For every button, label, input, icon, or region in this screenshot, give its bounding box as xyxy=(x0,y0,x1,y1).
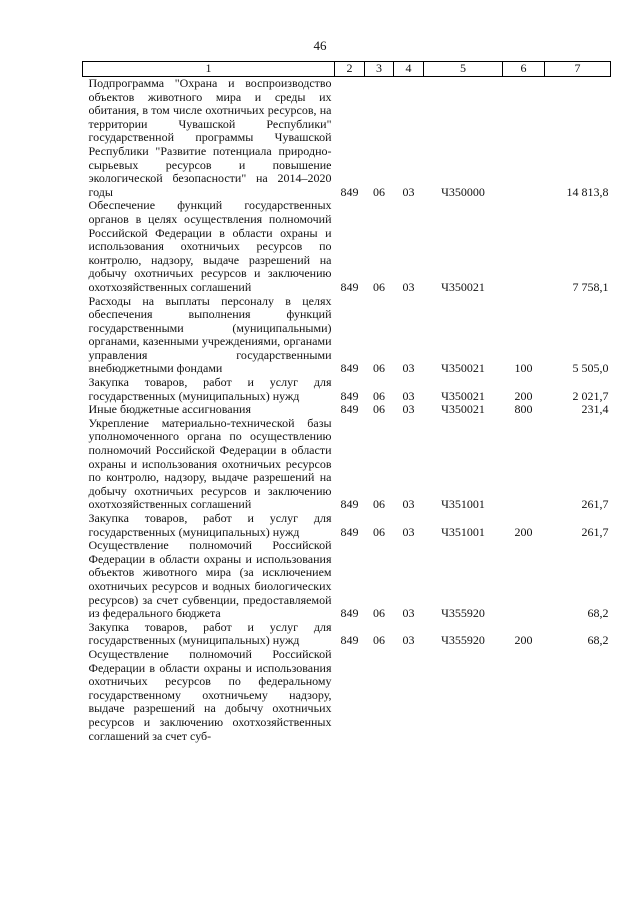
row-description: Расходы на выплаты персоналу в целях обеспечения выполнения функций государственными (муниципальными) органами, казенными учреждениями, органами управления государственными внебюджетными фондами xyxy=(88,293,332,376)
cell-expense-type: 800 xyxy=(514,402,533,417)
cell-amount: 68,2 xyxy=(587,606,609,621)
cell-amount: 261,7 xyxy=(581,524,609,539)
table-row xyxy=(83,376,611,403)
column-header: 1 xyxy=(83,62,335,77)
budget-table xyxy=(82,61,611,743)
cell-expense-type xyxy=(503,417,545,512)
table-row xyxy=(83,295,611,377)
cell-amount: 7 758,1 xyxy=(572,279,609,294)
cell-target-article: Ч350021 xyxy=(441,361,485,376)
cell-ministry: 849 xyxy=(340,606,359,621)
cell-ministry: 849 xyxy=(340,524,359,539)
cell-amount: 5 505,0 xyxy=(572,361,609,376)
cell-expense-type: 200 xyxy=(514,388,533,403)
cell-expense-type xyxy=(503,77,545,200)
cell-amount: 231,4 xyxy=(581,402,609,417)
cell-ministry: 849 xyxy=(340,361,359,376)
column-header: 4 xyxy=(394,62,424,77)
cell-subsection xyxy=(394,648,424,743)
cell-section: 06 xyxy=(373,633,385,648)
table-row xyxy=(83,403,611,417)
column-header: 7 xyxy=(545,62,611,77)
row-description: Осуществление полномочий Российской Федерации в области охраны и использования охотничьих ресурсов по федеральному государственному охотничьему надзору, выдаче разрешений на добычу охотничьих ресурсов и заключению охотхозяйственных соглашений за счет суб- xyxy=(88,646,332,743)
cell-subsection: 03 xyxy=(402,184,415,199)
cell-subsection: 03 xyxy=(402,524,415,539)
cell-section: 06 xyxy=(373,606,385,621)
cell-subsection: 03 xyxy=(402,279,415,294)
table-row xyxy=(83,648,611,743)
cell-amount: 68,2 xyxy=(587,633,609,648)
cell-subsection: 03 xyxy=(402,388,415,403)
cell-amount: 14 813,8 xyxy=(566,184,609,199)
table-row xyxy=(83,77,611,200)
cell-target-article: Ч355920 xyxy=(441,606,485,621)
table-row xyxy=(83,417,611,512)
cell-section: 06 xyxy=(373,388,385,403)
row-description: Закупка товаров, работ и услуг для государственных (муниципальных) нужд xyxy=(88,511,332,539)
table-row xyxy=(83,512,611,539)
cell-section: 06 xyxy=(373,184,385,199)
cell-amount xyxy=(545,648,611,743)
cell-target-article xyxy=(424,648,503,743)
cell-ministry: 849 xyxy=(340,184,359,199)
cell-ministry: 849 xyxy=(340,497,359,512)
cell-ministry: 849 xyxy=(340,633,359,648)
cell-ministry: 849 xyxy=(340,279,359,294)
table-header-row xyxy=(83,62,611,77)
table-row xyxy=(83,621,611,648)
column-header: 5 xyxy=(424,62,503,77)
column-header: 2 xyxy=(335,62,365,77)
cell-section: 06 xyxy=(373,402,385,417)
row-description: Иные бюджетные ассигнования xyxy=(88,402,251,417)
cell-section: 06 xyxy=(373,497,385,512)
cell-subsection: 03 xyxy=(402,402,415,417)
cell-section: 06 xyxy=(373,279,385,294)
row-description: Укрепление материально-технической базы уполномоченного органа по осуществлению полномочий Российской Федерации в области охраны и использования охотничьих ресурсов по контролю, надзору, выдаче разрешений на добычу охотничьих ресурсов и заключению охотхозяйственных соглашений xyxy=(88,415,332,512)
cell-subsection: 03 xyxy=(402,606,415,621)
cell-amount: 2 021,7 xyxy=(572,388,609,403)
cell-target-article: Ч350000 xyxy=(441,184,485,199)
cell-subsection: 03 xyxy=(402,361,415,376)
page-number: 46 xyxy=(313,38,327,53)
table-row xyxy=(83,539,611,621)
cell-expense-type xyxy=(503,648,545,743)
column-header: 6 xyxy=(503,62,545,77)
row-description: Обеспечение функций государственных органов в целях осуществления полномочий Российской Федерации в области охраны и использования охотничьих ресурсов по контролю, надзору, выдаче разрешений на добычу охотничьих ресурсов и заключению охотхозяйственных соглашений xyxy=(88,198,332,294)
cell-subsection: 03 xyxy=(402,497,415,512)
cell-section: 06 xyxy=(373,361,385,376)
cell-ministry: 849 xyxy=(340,402,359,417)
cell-target-article: Ч350021 xyxy=(441,402,485,417)
column-header: 3 xyxy=(365,62,394,77)
cell-subsection: 03 xyxy=(402,633,415,648)
cell-expense-type: 200 xyxy=(514,633,533,648)
cell-section xyxy=(365,648,394,743)
cell-section: 06 xyxy=(373,524,385,539)
cell-target-article: Ч355920 xyxy=(441,633,485,648)
table-row xyxy=(83,199,611,294)
cell-expense-type: 100 xyxy=(514,361,533,376)
row-description: Закупка товаров, работ и услуг для государственных (муниципальных) нужд xyxy=(88,619,332,648)
cell-ministry: 849 xyxy=(340,388,359,403)
row-description: Осуществление полномочий Российской Федерации в области охраны и использования объектов животного мира (за исключением охотничьих ресурсов и водных биологических ресурсов) за счет субвенции, предоставляемой из федерального бюджета xyxy=(88,538,332,621)
table-body xyxy=(83,77,611,744)
cell-target-article: Ч350021 xyxy=(441,279,485,294)
cell-expense-type: 200 xyxy=(514,524,533,539)
row-description: Закупка товаров, работ и услуг для государственных (муниципальных) нужд xyxy=(88,375,332,403)
row-description: Подпрограмма "Охрана и воспроизводство объектов животного мира и среды их обитания, в том числе охотничьих ресурсов, на территории Чувашской Республики" государственной программы Чувашской Республики "Развитие потенциала природно-сырьевых ресурсов и повышение экологической безопасности" на 2014–2020 годы xyxy=(88,76,332,199)
cell-target-article: Ч350021 xyxy=(441,388,485,403)
cell-expense-type xyxy=(503,199,545,294)
cell-ministry xyxy=(335,648,365,743)
cell-amount: 261,7 xyxy=(581,497,609,512)
cell-target-article: Ч351001 xyxy=(441,497,485,512)
cell-expense-type xyxy=(503,539,545,621)
cell-target-article: Ч351001 xyxy=(441,524,485,539)
